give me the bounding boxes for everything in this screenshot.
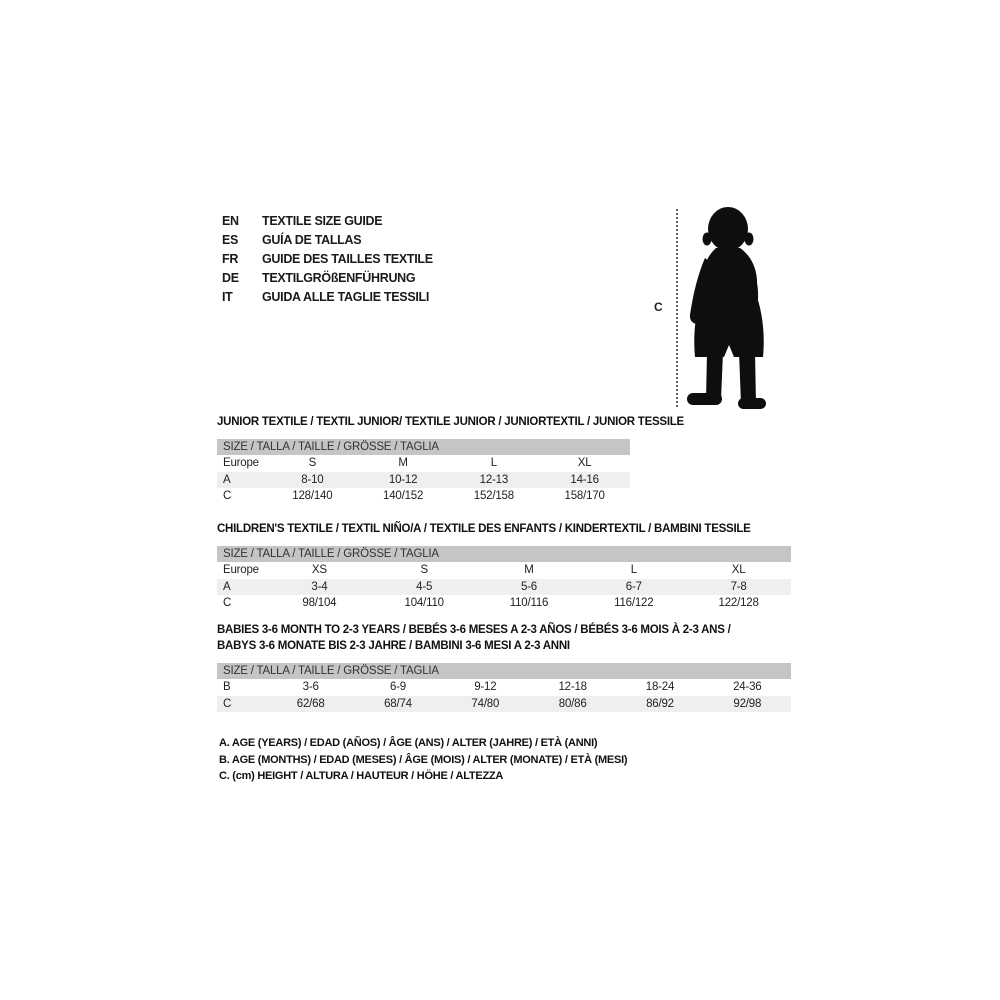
size-cell: 116/122 <box>614 597 654 610</box>
size-cell: 9-12 <box>474 681 497 694</box>
language-code: IT <box>222 289 233 304</box>
size-cell: 10-12 <box>388 473 418 486</box>
size-cell: 140/152 <box>383 490 424 503</box>
language-title: GUIDE DES TAILLES TEXTILE <box>262 251 433 266</box>
row-label: Europe <box>223 457 259 470</box>
size-cell: M <box>524 564 534 577</box>
language-row-de <box>222 268 433 287</box>
toddler-silhouette-icon <box>687 202 781 412</box>
table-title: CHILDREN'S TEXTILE / TEXTIL NIÑO/A / TEXTILE DES ENFANTS / KINDERTEXTIL / BAMBINI TESSILE <box>217 523 751 535</box>
size-cell: 98/104 <box>302 597 337 610</box>
size-cell: 158/170 <box>564 490 605 503</box>
size-cell: 24-36 <box>733 681 762 694</box>
size-cell: 18-24 <box>645 681 675 694</box>
table-row <box>217 488 630 505</box>
size-cell: 122/128 <box>718 597 759 610</box>
size-cell: 74/80 <box>471 697 500 710</box>
size-cell: 110/116 <box>509 597 549 610</box>
language-title: TEXTILGRÖßENFÜHRUNG <box>262 270 416 285</box>
table-row <box>217 579 791 596</box>
babies-textile-table <box>217 622 791 712</box>
footnote-age-years: A. AGE (YEARS) / EDAD (AÑOS) / ÂGE (ANS) / ALTER (JAHRE) / ETÀ (ANNI) <box>219 737 598 749</box>
size-cell: L <box>630 564 637 577</box>
footnote-height-cm: C. (cm) HEIGHT / ALTURA / HAUTEUR / HÖHE / ALTEZZA <box>219 770 504 782</box>
size-cell: 62/68 <box>296 697 325 710</box>
size-cell: XL <box>577 457 592 470</box>
table-title: JUNIOR TEXTILE / TEXTIL JUNIOR/ TEXTILE JUNIOR / JUNIORTEXTIL / JUNIOR TESSILE <box>217 416 684 428</box>
height-measure-label: C <box>654 300 663 314</box>
table-title-line1: BABIES 3-6 MONTH TO 2-3 YEARS / BEBÉS 3-6 MESES A 2-3 AÑOS / BÉBÉS 3-6 MOIS À 2-3 ANS / <box>217 624 731 636</box>
size-cell: 12-18 <box>558 681 587 694</box>
footnotes <box>219 735 627 785</box>
size-cell: 4-5 <box>416 580 433 593</box>
language-title: TEXTILE SIZE GUIDE <box>262 213 383 228</box>
size-header-bar: SIZE / TALLA / TAILLE / GRÖSSE / TAGLIA <box>217 663 791 679</box>
size-header-bar: SIZE / TALLA / TAILLE / GRÖSSE / TAGLIA <box>217 546 791 562</box>
row-label: B <box>223 681 231 694</box>
table-row <box>217 562 791 579</box>
size-cell: 5-6 <box>520 580 537 593</box>
size-cell: 128/140 <box>292 490 333 503</box>
language-title: GUÍA DE TALLAS <box>262 232 362 247</box>
size-cell: 152/158 <box>473 490 514 503</box>
language-title-list <box>222 211 433 306</box>
table-row <box>217 679 791 696</box>
size-cell: XS <box>311 564 327 577</box>
row-label: C <box>223 697 232 710</box>
row-label: Europe <box>223 564 259 577</box>
size-cell: 12-13 <box>479 473 509 486</box>
language-code: ES <box>222 232 239 247</box>
size-cell: 80/86 <box>558 697 587 710</box>
size-cell: 92/98 <box>733 697 762 710</box>
footnote-age-months: B. AGE (MONTHS) / EDAD (MESES) / ÂGE (MOIS) / ALTER (MONATE) / ETÀ (MESI) <box>219 753 628 766</box>
row-label: A <box>223 580 231 593</box>
size-cell: S <box>420 564 428 577</box>
size-cell: 6-7 <box>625 580 642 593</box>
size-cell: XL <box>731 564 746 577</box>
size-cell: 8-10 <box>301 473 324 486</box>
language-title: GUIDA ALLE TAGLIE TESSILI <box>262 289 430 304</box>
table-title-line2: BABYS 3-6 MONATE BIS 2-3 JAHRE / BAMBINI 3-6 MESI A 2-3 ANNI <box>217 640 570 652</box>
table-row <box>217 595 791 612</box>
table-row <box>217 455 630 472</box>
language-row-es <box>222 230 433 249</box>
row-label: C <box>223 597 232 610</box>
row-label: C <box>223 490 232 503</box>
size-cell: 7-8 <box>730 580 747 593</box>
size-cell: S <box>308 457 317 470</box>
size-cell: L <box>490 457 497 470</box>
size-cell: 14-16 <box>570 473 599 486</box>
childrens-textile-table <box>217 521 791 612</box>
size-cell: 68/74 <box>384 697 412 710</box>
size-header-bar: SIZE / TALLA / TAILLE / GRÖSSE / TAGLIA <box>217 439 630 455</box>
table-row <box>217 696 791 713</box>
size-cell: 86/92 <box>646 697 674 710</box>
height-measure-dashed-line <box>676 209 678 407</box>
language-code: FR <box>222 251 239 266</box>
language-code: DE <box>222 270 239 285</box>
size-cell: 3-6 <box>302 681 319 694</box>
size-cell: 104/110 <box>404 597 444 610</box>
table-row <box>217 472 630 489</box>
language-row-en <box>222 211 433 230</box>
size-cell: 3-4 <box>311 580 328 593</box>
row-label: A <box>223 473 231 486</box>
language-row-fr <box>222 249 433 268</box>
language-row-it <box>222 287 433 306</box>
language-code: EN <box>222 213 239 228</box>
size-cell: M <box>398 457 408 470</box>
junior-textile-table <box>217 414 684 505</box>
size-cell: 6-9 <box>389 681 406 694</box>
